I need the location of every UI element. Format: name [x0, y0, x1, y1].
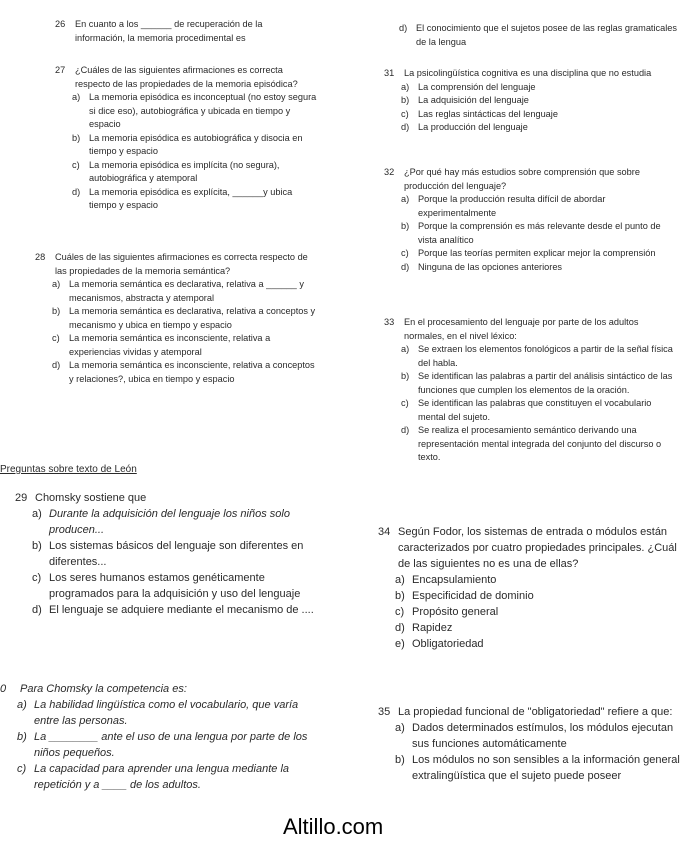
- option-letter: b): [32, 540, 42, 552]
- option-letter: b): [72, 132, 81, 143]
- option-d: [384, 424, 680, 465]
- option-b: [378, 752, 682, 784]
- question-stem: En el procesamiento del lenguaje por parte de los adultos normales, en el nivel léxico:: [404, 317, 639, 341]
- option-text: Propósito general: [412, 606, 499, 618]
- option-text: Porque la producción resulta difícil de abordar experimentalmente: [418, 194, 606, 218]
- option-letter: d): [401, 122, 410, 132]
- option-text: Obligatoriedad: [412, 638, 484, 650]
- question-stem: En cuanto a los ______ de recuperación de la información, la memoria procedimental es: [75, 19, 263, 43]
- option-letter: d): [52, 360, 61, 370]
- question-number: 28: [35, 252, 46, 262]
- question-34: [378, 524, 678, 652]
- question-28: [35, 251, 319, 386]
- option-letter: b): [395, 754, 405, 766]
- option-text: Rapidez: [412, 622, 453, 634]
- option-letter: b): [52, 306, 61, 316]
- option-b: [384, 94, 674, 108]
- option-b: [35, 305, 319, 332]
- option-a: [55, 91, 317, 132]
- option-text: Los módulos no son sensibles a la información general extralingüística que el sujeto puede poseer: [412, 754, 680, 782]
- option-letter: b): [395, 590, 405, 602]
- option-text: Se extraen los elementos fonológicos a partir de la señal física del habla.: [418, 344, 673, 368]
- option-letter: d): [401, 425, 410, 435]
- question-number: 26: [55, 19, 66, 29]
- question-number: 35: [378, 706, 391, 718]
- option-a: [378, 720, 682, 752]
- option-d: [55, 186, 317, 213]
- option-text: La memoria semántica es inconsciente, relativa a conceptos y relaciones?, ubica en tiempo y espacio: [69, 360, 315, 384]
- question-26: [55, 18, 295, 45]
- option-letter: a): [395, 574, 405, 586]
- question-number: 32: [384, 167, 395, 177]
- question-33: [384, 316, 680, 465]
- question-number: 31: [384, 68, 395, 78]
- option-a: [15, 506, 315, 538]
- option-text: La comprensión del lenguaje: [418, 81, 536, 92]
- option-c: [384, 247, 676, 261]
- option-c: [0, 761, 310, 793]
- option-text: La habilidad lingüística como el vocabulario, que varía entre las personas.: [34, 699, 299, 727]
- question-31: [384, 67, 674, 135]
- option-c: [384, 108, 674, 122]
- question-stem: Según Fodor, los sistemas de entrada o módulos están caracterizados por cuatro propiedades principales. ¿Cuál de las siguientes no es una de ellas?: [398, 526, 677, 570]
- question-stem: La psicolingüística cognitiva es una disciplina que no estudia: [404, 68, 652, 78]
- option-d: [384, 261, 676, 275]
- option-text: La memoria semántica es declarativa, relativa a conceptos y mecanismo y ubica en tiempo y espacio: [69, 306, 316, 330]
- option-text: La producción del lenguaje: [418, 122, 528, 132]
- option-b: [55, 132, 317, 159]
- option-b: [378, 588, 678, 604]
- option-letter: d): [401, 261, 410, 272]
- option-letter: a): [17, 699, 27, 711]
- option-d: [382, 22, 682, 49]
- question-stem: Chomsky sostiene que: [35, 492, 147, 504]
- option-text: Los sistemas básicos del lenguaje son diferentes en diferentes...: [49, 540, 304, 568]
- option-letter: c): [52, 333, 60, 343]
- option-text: La memoria episódica es explícita, ______y ubica tiempo y espacio: [89, 186, 293, 210]
- option-letter: c): [395, 606, 405, 618]
- option-letter: c): [72, 159, 80, 170]
- option-text: Ninguna de las opciones anteriores: [418, 261, 563, 272]
- option-text: El conocimiento que el sujetos posee de las reglas gramaticales de la lengua: [416, 23, 677, 47]
- question-stem: Cuáles de las siguientes afirmaciones es correcta respecto de las propiedades de la memoria semántica?: [55, 252, 308, 276]
- option-d: [384, 121, 674, 135]
- option-text: Se realiza el procesamiento semántico derivando una representación mental integrada del conjunto del discurso o texto.: [418, 425, 662, 462]
- option-text: Porque las teorías permiten explicar mejor la comprensión: [418, 248, 656, 258]
- option-letter: a): [72, 92, 81, 102]
- option-d: [35, 359, 319, 386]
- option-letter: b): [401, 95, 410, 105]
- option-text: Se identifican las palabras que constituyen el vocabulario mental del sujeto.: [418, 398, 652, 422]
- option-letter: e): [395, 638, 405, 650]
- option-a: [378, 572, 678, 588]
- option-text: Especificidad de dominio: [412, 590, 534, 602]
- option-text: Se identifican las palabras a partir del análisis sintáctico de las funciones que cumplen los elementos de la oración.: [418, 371, 673, 395]
- option-text: La capacidad para aprender una lengua mediante la repetición y a ____ de los adultos.: [34, 763, 290, 791]
- option-text: Los seres humanos estamos genéticamente programados para la adquisición y uso del lenguaje: [49, 572, 301, 600]
- option-letter: b): [401, 221, 410, 231]
- option-letter: c): [401, 108, 409, 119]
- option-d: [15, 602, 315, 618]
- option-a: [384, 81, 674, 95]
- option-letter: b): [17, 731, 27, 743]
- option-a: [0, 697, 310, 729]
- question-27: [55, 64, 317, 213]
- section-heading: Preguntas sobre texto de León: [0, 464, 137, 475]
- question-stem: Para Chomsky la competencia es:: [20, 683, 187, 695]
- option-letter: d): [32, 604, 42, 616]
- option-text: La ________ ante el uso de una lengua por parte de los niños pequeños.: [34, 731, 308, 759]
- option-letter: a): [401, 344, 410, 354]
- question-number: 0: [0, 683, 7, 695]
- question-number: 34: [378, 526, 391, 538]
- question-number: 29: [15, 492, 28, 504]
- option-b: [0, 729, 310, 761]
- option-text: Porque la comprensión es más relevante desde el punto de vista analítico: [418, 221, 661, 245]
- option-text: La memoria semántica es inconsciente, relativa a experiencias vividas y atemporal: [69, 333, 271, 357]
- question-stem: ¿Cuáles de las siguientes afirmaciones es correcta respecto de las propiedades de la memoria episódica?: [75, 65, 298, 89]
- option-letter: a): [401, 81, 410, 92]
- question-stem: La propiedad funcional de "obligatoriedad" refiere a que:: [398, 706, 673, 718]
- option-text: Encapsulamiento: [412, 574, 497, 586]
- question-30-option-d: [382, 22, 682, 49]
- option-b: [384, 370, 680, 397]
- option-text: Dados determinados estímulos, los módulos ejecutan sus funciones automáticamente: [412, 722, 674, 750]
- option-c: [378, 604, 678, 620]
- option-d: [378, 620, 678, 636]
- option-b: [15, 538, 315, 570]
- option-text: Durante la adquisición del lenguaje los niños solo producen...: [49, 508, 290, 536]
- option-letter: d): [395, 622, 405, 634]
- option-c: [15, 570, 315, 602]
- option-letter: a): [32, 508, 42, 520]
- option-letter: b): [401, 371, 410, 381]
- option-e: [378, 636, 678, 652]
- option-text: El lenguaje se adquiere mediante el mecanismo de ....: [49, 604, 314, 616]
- question-number: 27: [55, 65, 66, 75]
- option-letter: a): [401, 194, 410, 204]
- option-text: La adquisición del lenguaje: [418, 95, 529, 105]
- option-b: [384, 220, 676, 247]
- option-a: [384, 193, 676, 220]
- option-text: Las reglas sintácticas del lenguaje: [418, 108, 558, 119]
- watermark: Altillo.com: [283, 814, 384, 839]
- option-letter: a): [395, 722, 405, 734]
- option-letter: c): [32, 572, 42, 584]
- option-c: [55, 159, 317, 186]
- option-text: La memoria episódica es inconceptual (no estoy segura si dice eso), autobiográfica y ubicada en tiempo y espacio: [89, 92, 317, 129]
- option-text: La memoria episódica es implícita (no segura), autobiográfica y atemporal: [89, 159, 280, 183]
- question-35: [378, 704, 682, 784]
- question-30: [0, 681, 310, 793]
- option-letter: d): [399, 23, 408, 33]
- option-a: [384, 343, 680, 370]
- option-letter: c): [17, 763, 27, 775]
- option-letter: c): [401, 248, 409, 258]
- option-letter: d): [72, 186, 81, 197]
- option-c: [384, 397, 680, 424]
- option-letter: c): [401, 398, 409, 408]
- option-text: La memoria episódica es autobiográfica y disocia en tiempo y espacio: [89, 132, 303, 156]
- option-c: [35, 332, 319, 359]
- question-number: 33: [384, 317, 395, 327]
- option-text: La memoria semántica es declarativa, relativa a ______ y mecanismos, abstracta y atemporal: [69, 279, 304, 303]
- option-a: [35, 278, 319, 305]
- question-stem: ¿Por qué hay más estudios sobre comprensión que sobre producción del lenguaje?: [404, 167, 640, 191]
- question-29: [15, 490, 315, 618]
- option-letter: a): [52, 279, 61, 289]
- question-32: [384, 166, 676, 274]
